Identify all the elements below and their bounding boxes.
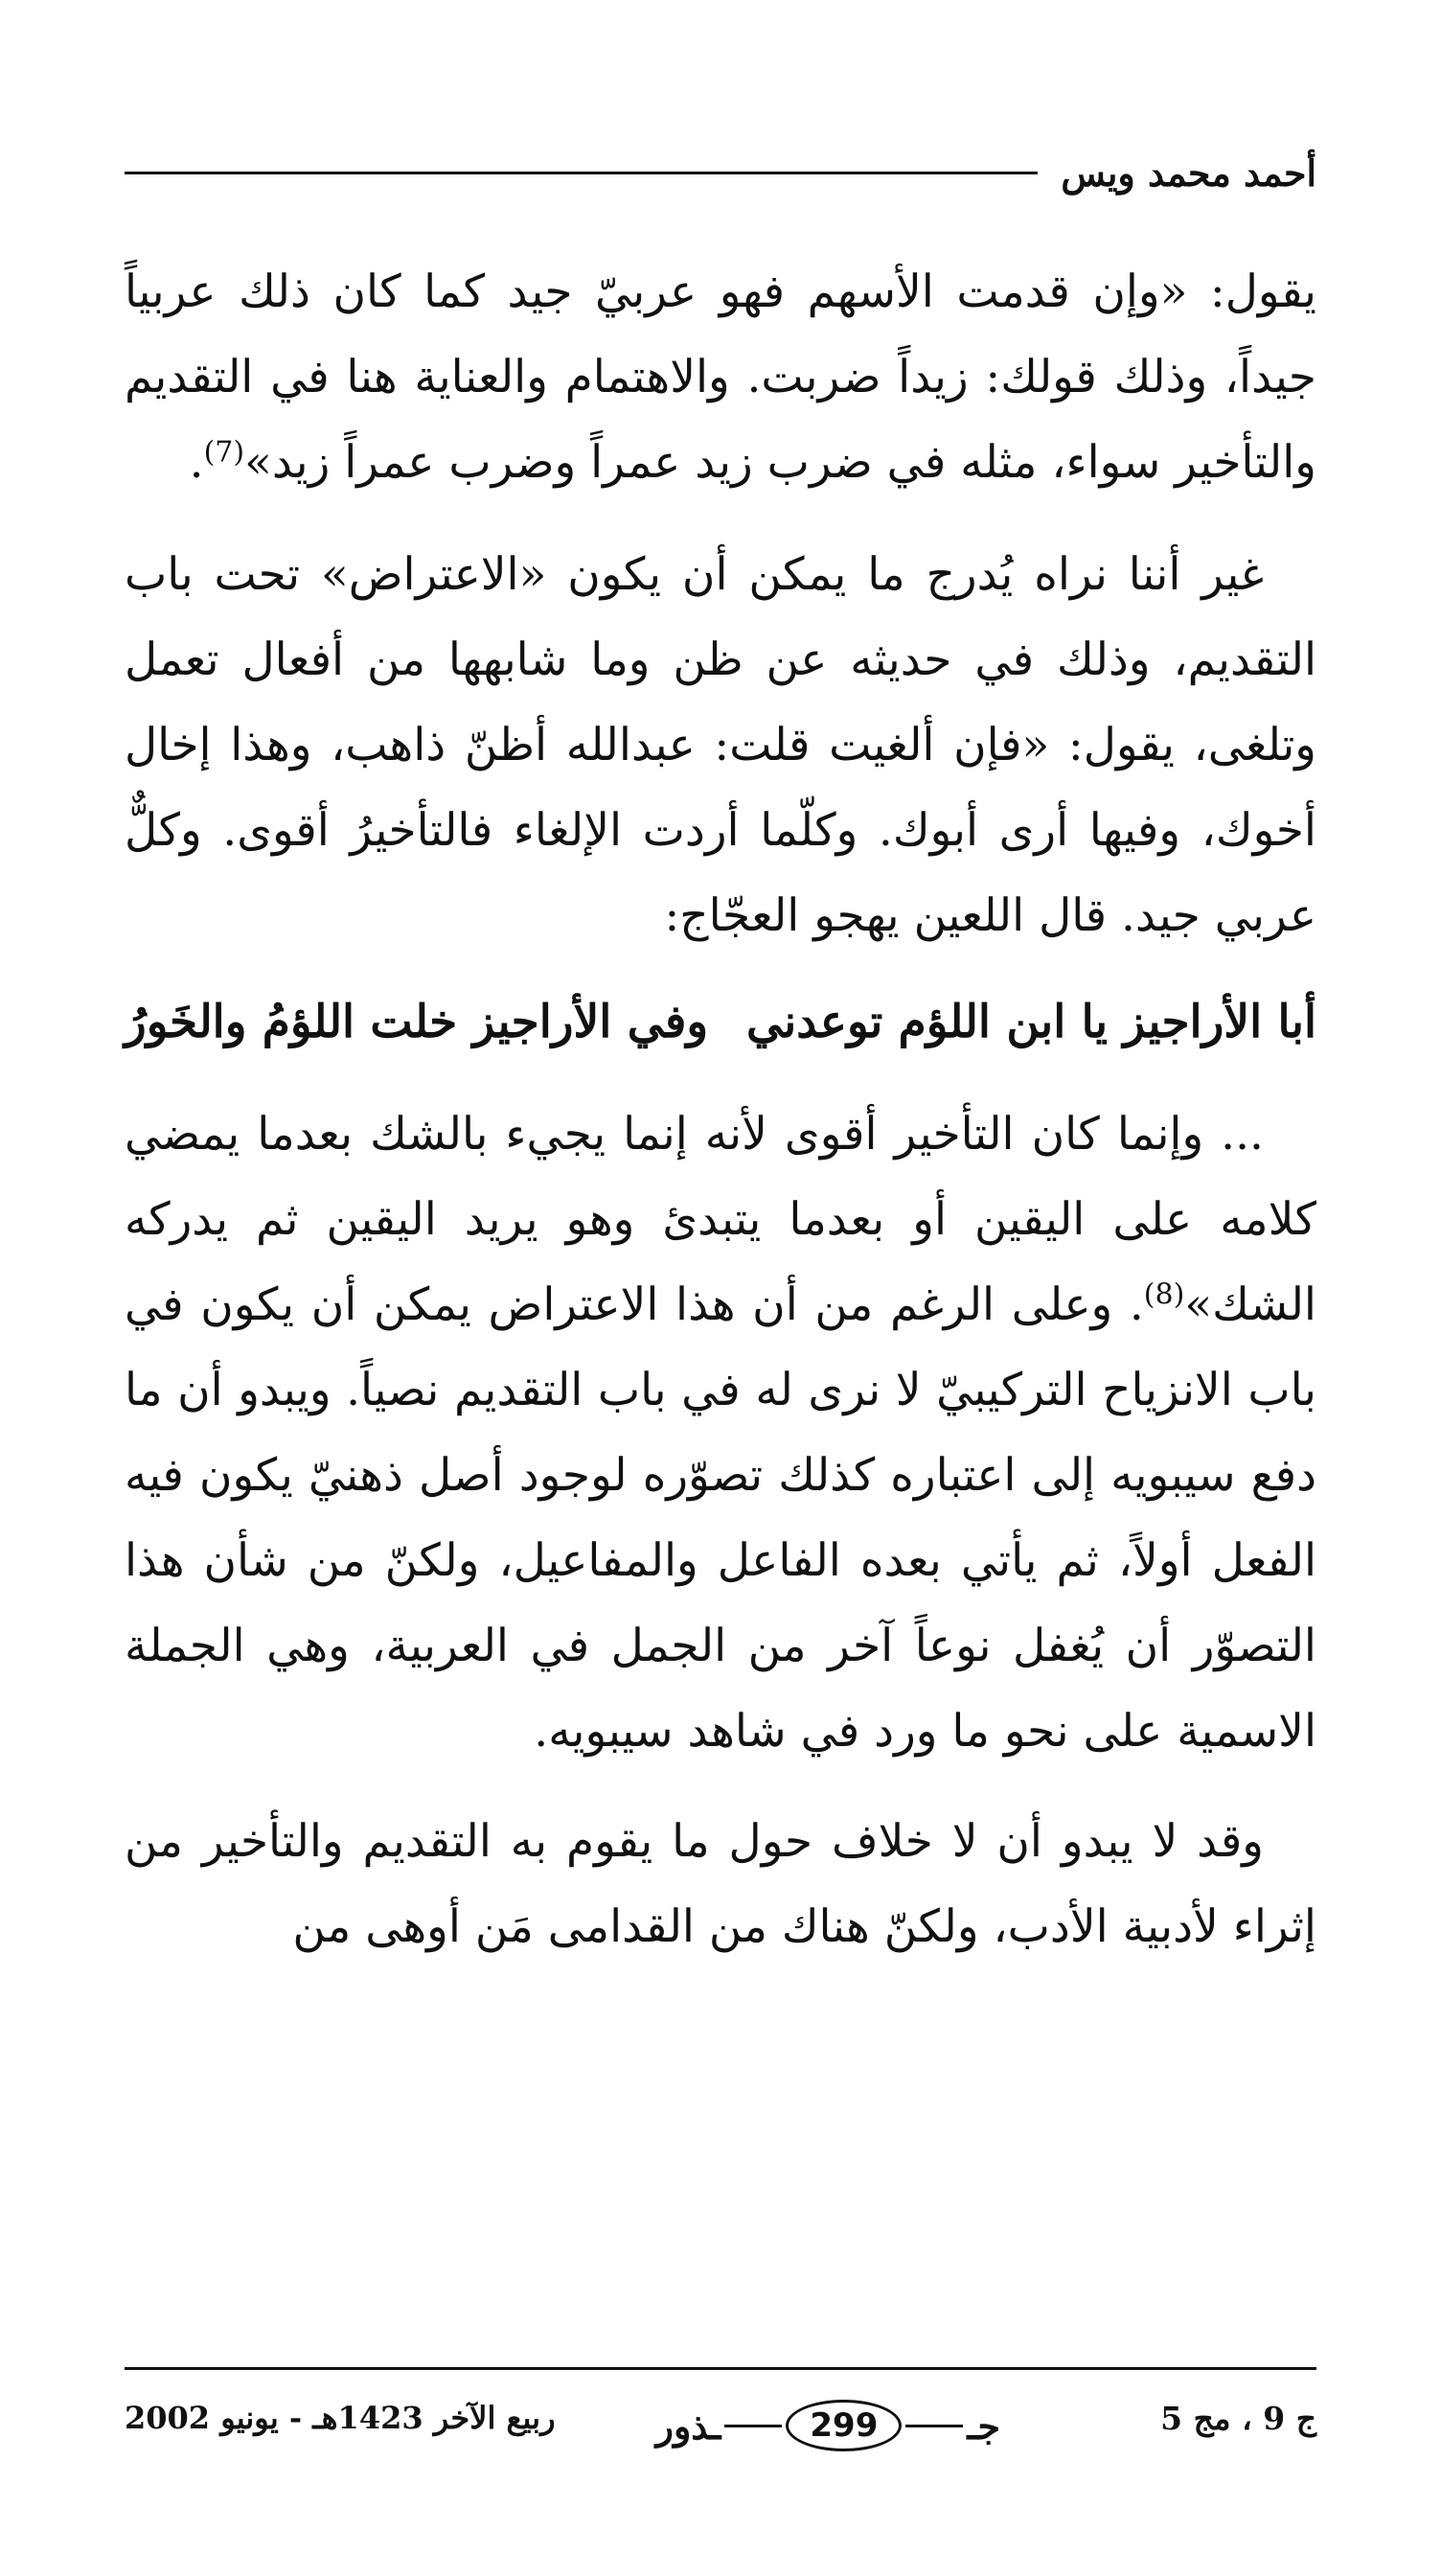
paragraph-3-text-before: ... وإنما كان التأخير أقوى لأنه إنما يجيء بالشك بعدما يمضي كلامه على اليقين أو بعدما يتبدئ وهو يريد اليقين ثم يدركه الشك» xyxy=(125,1108,1316,1331)
journal-dash-right xyxy=(905,2425,963,2427)
paragraph-4-text: وقد لا يبدو أن لا خلاف حول ما يقوم به التقديم والتأخير من إثراء لأدبية الأدب، ولكنّ هناك من القدامى مَن أوهى من xyxy=(125,1815,1316,1953)
running-header xyxy=(125,144,1316,201)
footer-journal xyxy=(656,2400,1000,2451)
header-author: أحمد محمد ويس xyxy=(1061,150,1316,195)
verse-second-hemistich: وفي الأراجيز خلت اللؤمُ والخَورُ xyxy=(125,996,709,1048)
body-text xyxy=(125,249,1316,1969)
header-rule xyxy=(125,172,1038,174)
paragraph-1-text: يقول: «وإن قدمت الأسهم فهو عربيّ جيد كما كان ذلك عربياً جيداً، وذلك قولك: زيداً ضربت. والاهتمام والعناية هنا في التقديم والتأخير سواء، مثله في ضرب زيد عمراً وضرب عمراً زيد» xyxy=(125,265,1316,489)
verse-first-hemistich: أبا الأراجيز يا ابن اللؤم توعدني xyxy=(745,996,1316,1048)
paragraph-2-text: غير أننا نراه يُدرج ما يمكن أن يكون «الاعتراض» تحت باب التقديم، وذلك في حديثه عن ظن وما شابهها من أفعال تعمل وتلغى، يقول: «فإن ألغيت قلت: عبدالله أظنّ ذاهب، وهذا إخال أخوك، وفيها أرى أبوك. وكلّما أردت الإلغاء فالتأخيرُ أقوى. وكلٌّ عربي جيد. قال اللعين يهجو العجّاج: xyxy=(125,548,1316,942)
journal-name-start: جـ xyxy=(967,2404,1000,2448)
footer-volume: ج 9 ، مج 5 xyxy=(1160,2400,1316,2437)
footnote-ref-8: (8) xyxy=(1143,1277,1185,1312)
paragraph-1-end: . xyxy=(189,436,204,489)
running-footer xyxy=(125,2386,1316,2463)
footer-date: ربيع الآخر 1423هـ - يونيو 2002 xyxy=(125,2400,556,2436)
paragraph-2 xyxy=(125,532,1316,958)
journal-dash-left xyxy=(724,2425,782,2427)
footer-rule xyxy=(125,2367,1316,2370)
page-number: 299 xyxy=(786,2400,902,2451)
paragraph-1 xyxy=(125,249,1316,505)
paragraph-4 xyxy=(125,1799,1316,1969)
poetry-verse xyxy=(125,979,1316,1065)
paragraph-3-text-after: . وعلى الرغم من أن هذا الاعتراض يمكن أن يكون في باب الانزياح التركيبيّ لا نرى له في باب التقديم نصياً. ويبدو أن ما دفع سيبويه إلى اعتباره كذلك تصوّره لوجود أصل ذهنيّ يكون فيه الفعل أولاً، ثم يأتي بعده الفاعل والمفاعيل، ولكنّ من شأن هذا التصوّر أن يُغفل نوعاً آخر من الجمل في العربية، وهي الجملة الاسمية على نحو ما ورد في شاهد سيبويه. xyxy=(125,1278,1316,1758)
journal-name-end: ـذور xyxy=(655,2404,721,2448)
paragraph-3 xyxy=(125,1092,1316,1774)
footnote-ref-7: (7) xyxy=(203,435,245,470)
